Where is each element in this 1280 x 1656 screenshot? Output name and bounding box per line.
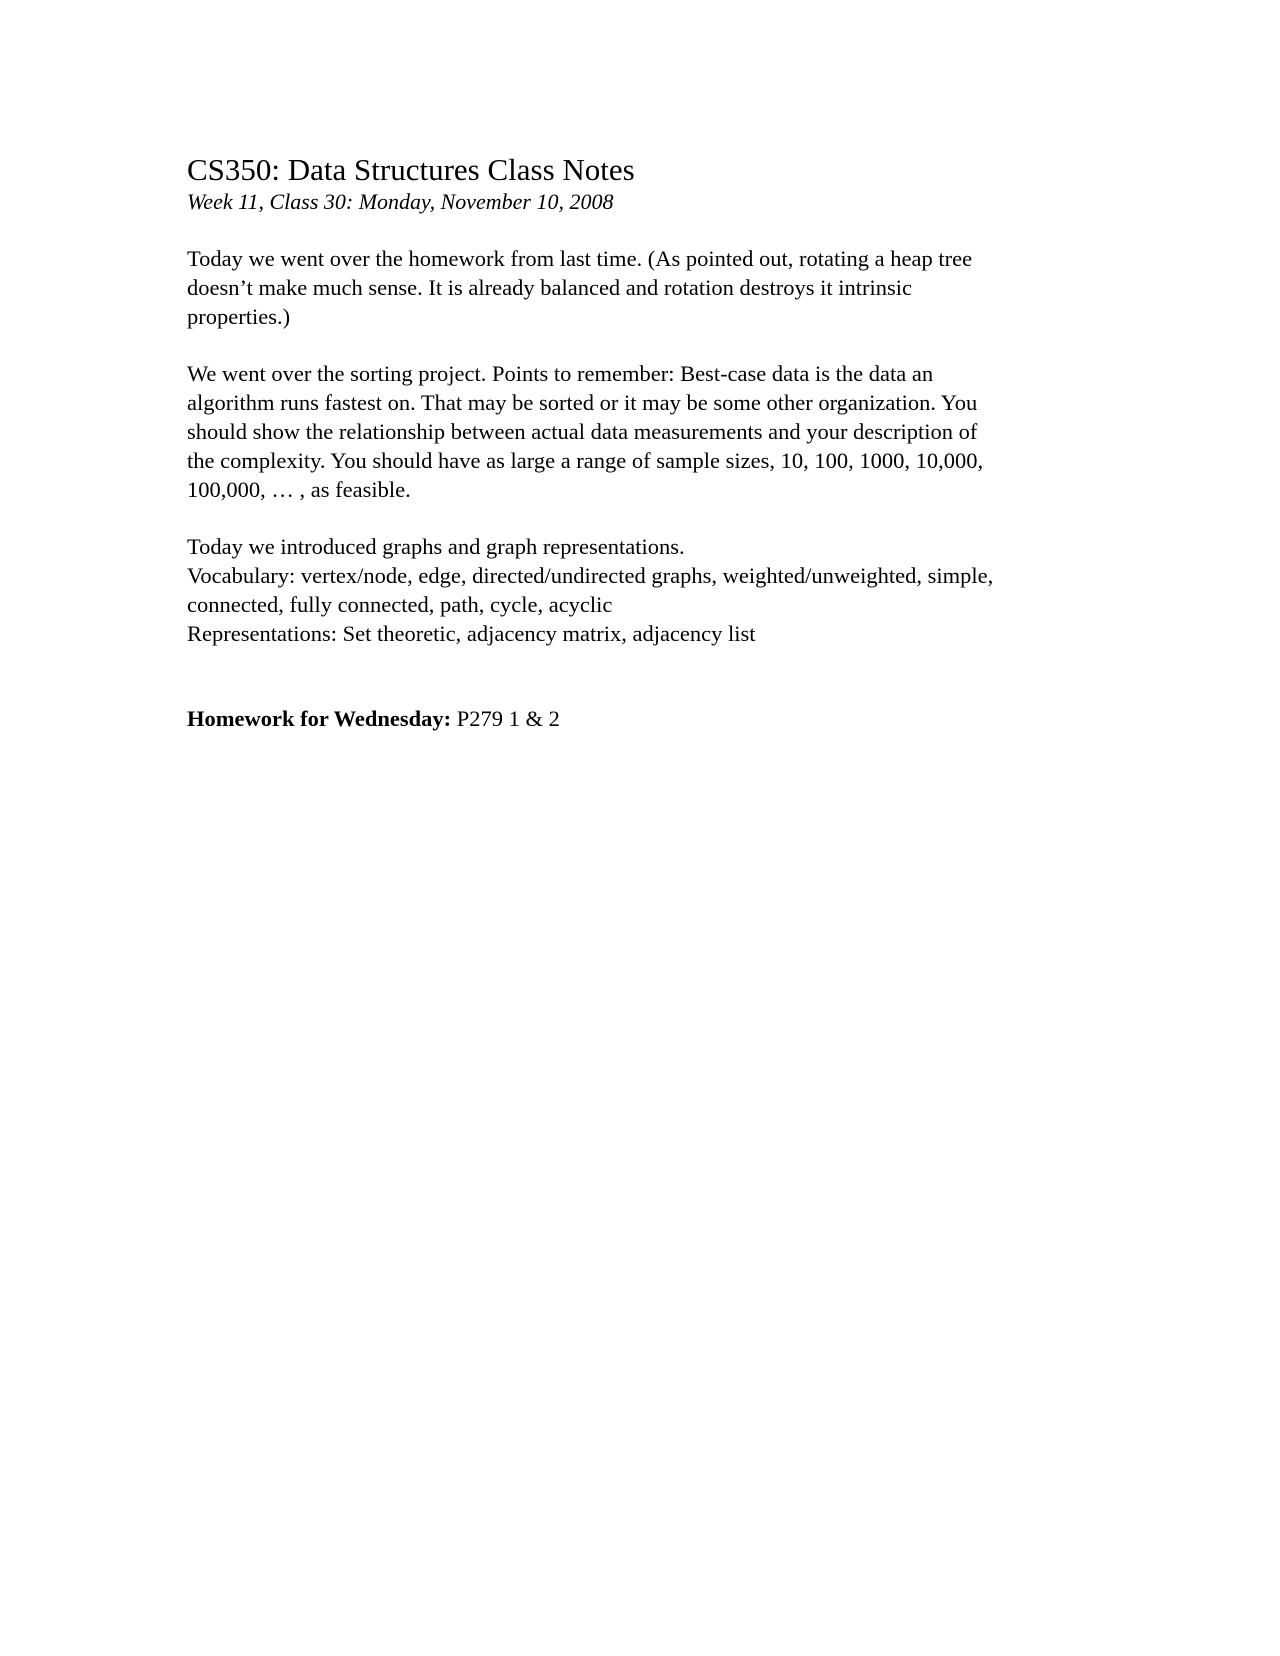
text-line: Today we introduced graphs and graph representations. (187, 534, 685, 560)
paragraph-homework-review (187, 245, 1107, 331)
text-line: Vocabulary: vertex/node, edge, directed/undirected graphs, weighted/unweighted, simple, (187, 563, 994, 589)
document-subtitle: Week 11, Class 30: Monday, November 10, 2008 (187, 189, 614, 214)
text-line: properties.) (187, 303, 291, 329)
document-page (187, 152, 1107, 733)
homework-label: Homework for Wednesday: (187, 705, 452, 731)
text-line: should show the relationship between actual data measurements and your description of (187, 418, 978, 444)
text-line: Representations: Set theoretic, adjacency matrix, adjacency list (187, 620, 756, 646)
text-line: algorithm runs fastest on. That may be sorted or it may be some other organization. You (187, 390, 978, 416)
document-title: CS350: Data Structures Class Notes (187, 152, 635, 187)
text-line: Today we went over the homework from last time. (As pointed out, rotating a heap tree (187, 246, 973, 271)
text-line: connected, fully connected, path, cycle, acyclic (187, 591, 613, 617)
homework-assignment (187, 705, 1107, 734)
text-line: We went over the sorting project. Points to remember: Best-case data is the data an (187, 361, 934, 387)
paragraph-graphs (187, 533, 1107, 648)
paragraph-sorting-project (187, 360, 1107, 504)
text-line: 100,000, … , as feasible. (187, 476, 411, 502)
text-line: doesn’t make much sense. It is already balanced and rotation destroys it intrinsic (187, 274, 913, 300)
text-line: the complexity. You should have as large a range of sample sizes, 10, 100, 1000, 10,000, (187, 447, 984, 473)
homework-value: P279 1 & 2 (451, 705, 560, 731)
